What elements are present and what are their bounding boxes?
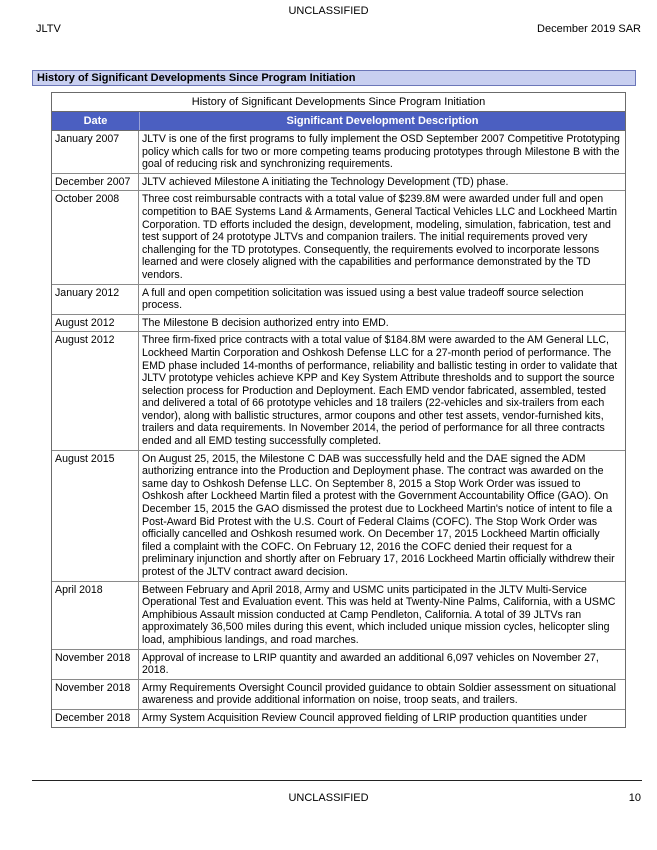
row-date: August 2012 — [52, 315, 139, 332]
row-date: August 2015 — [52, 451, 139, 581]
row-date: January 2007 — [52, 131, 139, 173]
table-row — [52, 131, 625, 174]
row-description: Approval of increase to LRIP quantity and awarded an additional 6,097 vehicles on November 27, 2018. — [142, 651, 599, 677]
row-description: On August 25, 2015, the Milestone C DAB was successfully held and the DAE signed the ADM authorizing entrance into the Production and Deployment phase. The contract was awarded on the same day to Oshkosh Defense LLC. On September 8, 2015 a Stop Work Order was issued to Oshkosh after Lockheed Martin filed a protest with the Government Accountability Office (GAO). On December 15, 2015 the GAO dismissed the protest due to Lockheed Martin's notice of intent to file a Post-Award Bid Protest with the U.S. Court of Federal Claims (COFC). The Stop Work Order was officially cancelled and Oshkosh resumed work. On December 17, 2015 Lockheed Martin officially filed a complaint with the COFC. On February 12, 2016 the COFC denied their request for a preliminary injunction and shortly after on February 17, 2016 Lockheed Martin officially withdrew their protest of the JLTV contract award decision. — [142, 452, 615, 578]
footer-divider — [32, 780, 642, 781]
row-description: JLTV is one of the first programs to fully implement the OSD September 2007 Competitive Prototyping policy which calls for two or more competing teams producing prototypes through Milestone B with the goal of reducing risk and synchronizing requirements. — [142, 133, 620, 171]
row-description: The Milestone B decision authorized entry into EMD. — [142, 316, 389, 329]
table-row — [52, 315, 625, 333]
row-description: Army System Acquisition Review Council approved fielding of LRIP production quantities under — [142, 711, 587, 724]
row-date: April 2018 — [52, 582, 139, 649]
table-caption: History of Significant Developments Since Program Initiation — [52, 93, 625, 112]
table-row — [52, 710, 625, 727]
row-description: Three cost reimbursable contracts with a total value of $239.8M were awarded under full and open competition to BAE Systems Land & Armaments, General Tactical Vehicles LLC and Lockheed Martin Corporation. TD efforts included the design, development, modeling, simulation, fabrication, test and test support of 24 prototype JLTVs and companion trailers. The initial requirements proved very challenging for the TD prototypes. Consequently, the requirements evolved to incorporate lessons learned and were closely aligned with the capabilities and performance demonstrated by the TD vendors. — [142, 193, 617, 281]
column-header-description: Significant Development Description — [286, 115, 479, 127]
row-description: JLTV achieved Milestone A initiating the Technology Development (TD) phase. — [142, 175, 509, 188]
table-row — [52, 582, 625, 650]
table-row — [52, 451, 625, 582]
row-date: December 2007 — [52, 174, 139, 191]
section-title: History of Significant Developments Since Program Initiation — [32, 70, 636, 86]
table-row — [52, 332, 625, 450]
table-row — [52, 285, 625, 315]
row-description: Between February and April 2018, Army and USMC units participated in the JLTV Multi-Service Operational Test and Evaluation event. This was held at Twenty-Nine Palms, California, with a USMC Amphibious Assault mission conducted at Camp Pendleton, California. A total of 39 JLTVs ran approximately 36,500 miles during this event, which included unique mission cycles, helicopter sling load, amphibious landings, and road marches. — [142, 583, 616, 646]
report-name: December 2019 SAR — [537, 23, 641, 35]
column-header-date: Date — [52, 112, 140, 130]
table-header-row — [52, 112, 625, 131]
table-body — [52, 131, 625, 727]
row-date: December 2018 — [52, 710, 139, 727]
row-description: Three firm-fixed price contracts with a total value of $184.8M were awarded to the AM General LLC, Lockheed Martin Corporation and Oshkosh Defense LLC for a 27-month period of performance. The EMD phase included 14-months of performance, reliability and ballistic testing in order to validate that JLTV prototype vehicles achieve KPP and Key System Attribute thresholds and to support the source selection process for Production and Deployment. Each EMD vendor fabricated, assembled, tested and delivered a total of 66 prototype vehicles and 18 trailers (22-vehicles and six-trailers from each vendor), along with ballistic structures, armor coupons and other test assets, vendor-furnished kits, trailers and data requirements. In November 2014, the period of performance for all three contracts ended and all EMD testing successfully completed. — [142, 334, 618, 448]
classification-bottom: UNCLASSIFIED — [288, 792, 369, 804]
row-description: A full and open competition solicitation was issued using a best value tradeoff source selection process. — [142, 286, 584, 312]
table-row — [52, 650, 625, 680]
row-date: August 2012 — [52, 332, 139, 449]
table-row — [52, 680, 625, 710]
row-date: October 2008 — [52, 191, 139, 283]
row-date: November 2018 — [52, 680, 139, 709]
program-name: JLTV — [36, 23, 61, 35]
developments-table — [51, 92, 626, 728]
classification-top: UNCLASSIFIED — [288, 5, 369, 17]
table-row — [52, 174, 625, 192]
table-row — [52, 191, 625, 284]
row-description: Army Requirements Oversight Council provided guidance to obtain Soldier assessment on situational awareness and provide additional information on noise, troop seats, and trailers. — [142, 681, 617, 707]
page-number: 10 — [628, 792, 641, 804]
row-date: January 2012 — [52, 285, 139, 314]
row-date: November 2018 — [52, 650, 139, 679]
